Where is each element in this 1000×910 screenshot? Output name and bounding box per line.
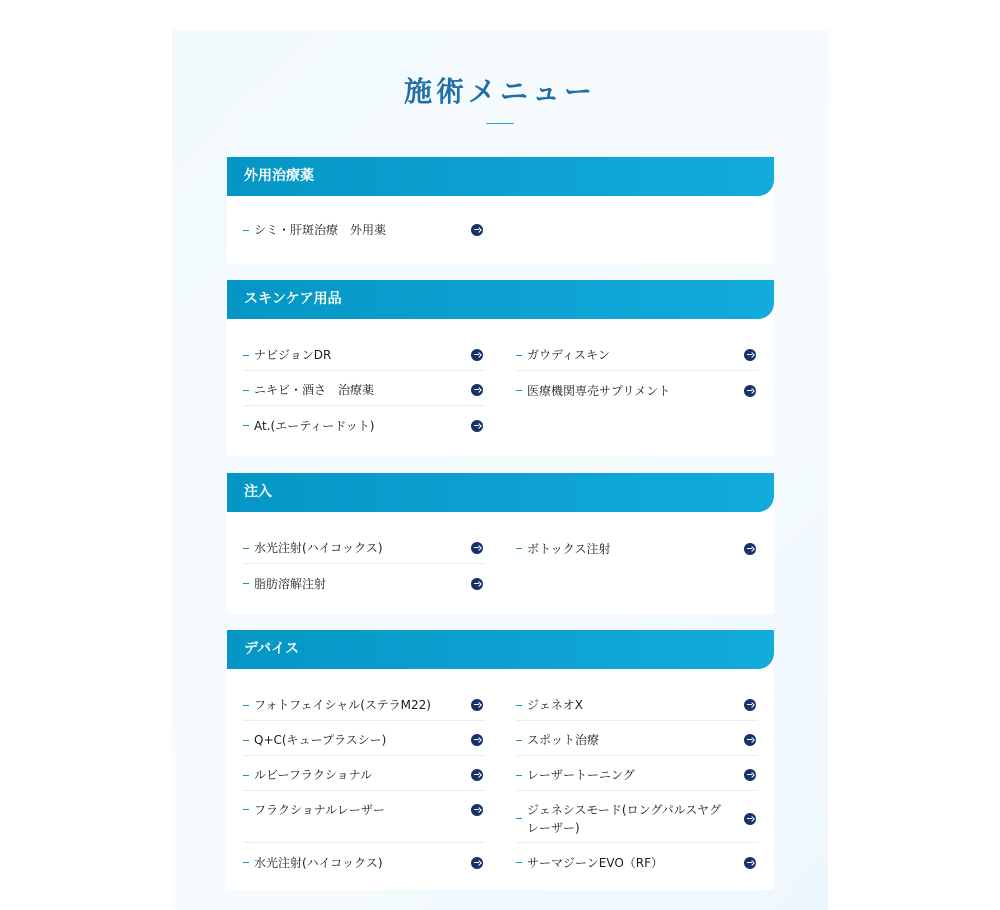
- arrow-right-circle-icon: [471, 804, 483, 816]
- menu-item-label: サーマジーンEVO（RF）: [527, 855, 664, 870]
- menu-item-label: ガウディスキン: [527, 348, 610, 362]
- section-devices: [227, 630, 774, 890]
- arrow-right-circle-icon: [471, 769, 483, 781]
- menu-item-supplements[interactable]: [516, 375, 758, 406]
- menu-item-label: ジェネシスモード(ロングパルスヤグレーザー): [527, 802, 722, 835]
- arrow-right-circle-icon: [744, 543, 756, 555]
- dash-icon: [243, 862, 249, 863]
- menu-item-navision-dr[interactable]: [243, 340, 485, 371]
- arrow-right-circle-icon: [744, 699, 756, 711]
- arrow-right-circle-icon: [744, 734, 756, 746]
- dash-icon: [516, 740, 522, 741]
- menu-item-label: At.(エーティードット): [254, 418, 375, 433]
- menu-item-gaudi-skin[interactable]: [516, 340, 758, 371]
- menu-item-genesis-mode[interactable]: [516, 795, 758, 843]
- menu-item-botox[interactable]: [516, 533, 758, 564]
- dash-icon: [243, 355, 249, 356]
- dash-icon: [516, 355, 522, 356]
- menu-item-ruby-fractional[interactable]: [243, 760, 485, 791]
- arrow-right-circle-icon: [744, 857, 756, 869]
- section-heading: 外用治療薬: [227, 157, 774, 196]
- dash-icon: [243, 705, 249, 706]
- dash-icon: [243, 583, 249, 584]
- section-heading: 注入: [227, 473, 774, 512]
- menu-item-label: Q+C(キュープラスシー): [254, 733, 387, 747]
- menu-item-label: スポット治療: [527, 733, 600, 747]
- menu-item-laser-toning[interactable]: [516, 760, 758, 791]
- menu-item-label: フラクショナルレーザー: [254, 803, 385, 817]
- menu-item-spot-treatment[interactable]: [516, 725, 758, 756]
- section-injection: [227, 473, 774, 614]
- menu-item-label: 脂肪溶解注射: [254, 576, 327, 591]
- section-topical-medicine: [227, 157, 774, 264]
- arrow-right-circle-icon: [471, 349, 483, 361]
- menu-item-water-light-injection[interactable]: [243, 533, 485, 564]
- dash-icon: [243, 809, 249, 810]
- menu-item-label: 水光注射(ハイコックス): [254, 541, 383, 555]
- arrow-right-circle-icon: [471, 542, 483, 554]
- dash-icon: [516, 390, 522, 391]
- menu-item-thermagene-evo[interactable]: [516, 847, 758, 878]
- dash-icon: [516, 818, 522, 819]
- arrow-right-circle-icon: [744, 385, 756, 397]
- section-skincare-products: [227, 280, 774, 456]
- dash-icon: [243, 740, 249, 741]
- menu-item-label: レーザートーニング: [527, 768, 635, 782]
- arrow-right-circle-icon: [471, 734, 483, 746]
- menu-item-fat-dissolving[interactable]: [243, 568, 485, 599]
- menu-item-spot-melasma-topical[interactable]: [243, 220, 485, 240]
- dash-icon: [243, 230, 249, 231]
- arrow-right-circle-icon: [744, 349, 756, 361]
- section-heading: デバイス: [227, 630, 774, 669]
- menu-item-q-plus-c[interactable]: [243, 725, 485, 756]
- page-title: 施術メニュー: [403, 75, 596, 108]
- menu-item-label: ルビーフラクショナル: [254, 768, 373, 782]
- section-heading: スキンケア用品: [227, 280, 774, 319]
- menu-item-label: ボトックス注射: [527, 541, 611, 556]
- menu-item-label: 水光注射(ハイコックス): [254, 855, 383, 870]
- arrow-right-circle-icon: [471, 699, 483, 711]
- menu-item-label: ニキビ・酒さ 治療薬: [254, 383, 375, 397]
- dash-icon: [243, 425, 249, 426]
- menu-item-acne-rosacea[interactable]: [243, 375, 485, 406]
- menu-item-label: ナビジョンDR: [254, 348, 332, 362]
- dash-icon: [243, 775, 249, 776]
- menu-item-geneo-x[interactable]: [516, 690, 758, 721]
- title-underline: [486, 123, 514, 124]
- dash-icon: [243, 390, 249, 391]
- menu-item-label: 医療機関専売サプリメント: [527, 383, 671, 398]
- menu-item-label: ジェネオX: [527, 698, 583, 712]
- arrow-right-circle-icon: [471, 857, 483, 869]
- menu-item-fractional-laser[interactable]: [243, 795, 485, 843]
- dash-icon: [516, 862, 522, 863]
- dash-icon: [516, 775, 522, 776]
- dash-icon: [516, 705, 522, 706]
- menu-item-at-dot[interactable]: [243, 410, 485, 441]
- menu-item-label: シミ・肝斑治療 外用薬: [254, 223, 387, 237]
- arrow-right-circle-icon: [471, 384, 483, 396]
- menu-item-photofacial[interactable]: [243, 690, 485, 721]
- arrow-right-circle-icon: [744, 813, 756, 825]
- dash-icon: [243, 548, 249, 549]
- menu-item-water-light-injection-2[interactable]: [243, 847, 485, 878]
- arrow-right-circle-icon: [471, 578, 483, 590]
- arrow-right-circle-icon: [744, 769, 756, 781]
- arrow-right-circle-icon: [471, 224, 483, 236]
- arrow-right-circle-icon: [471, 420, 483, 432]
- menu-item-label: フォトフェイシャル(ステラM22): [254, 698, 431, 712]
- dash-icon: [516, 548, 522, 549]
